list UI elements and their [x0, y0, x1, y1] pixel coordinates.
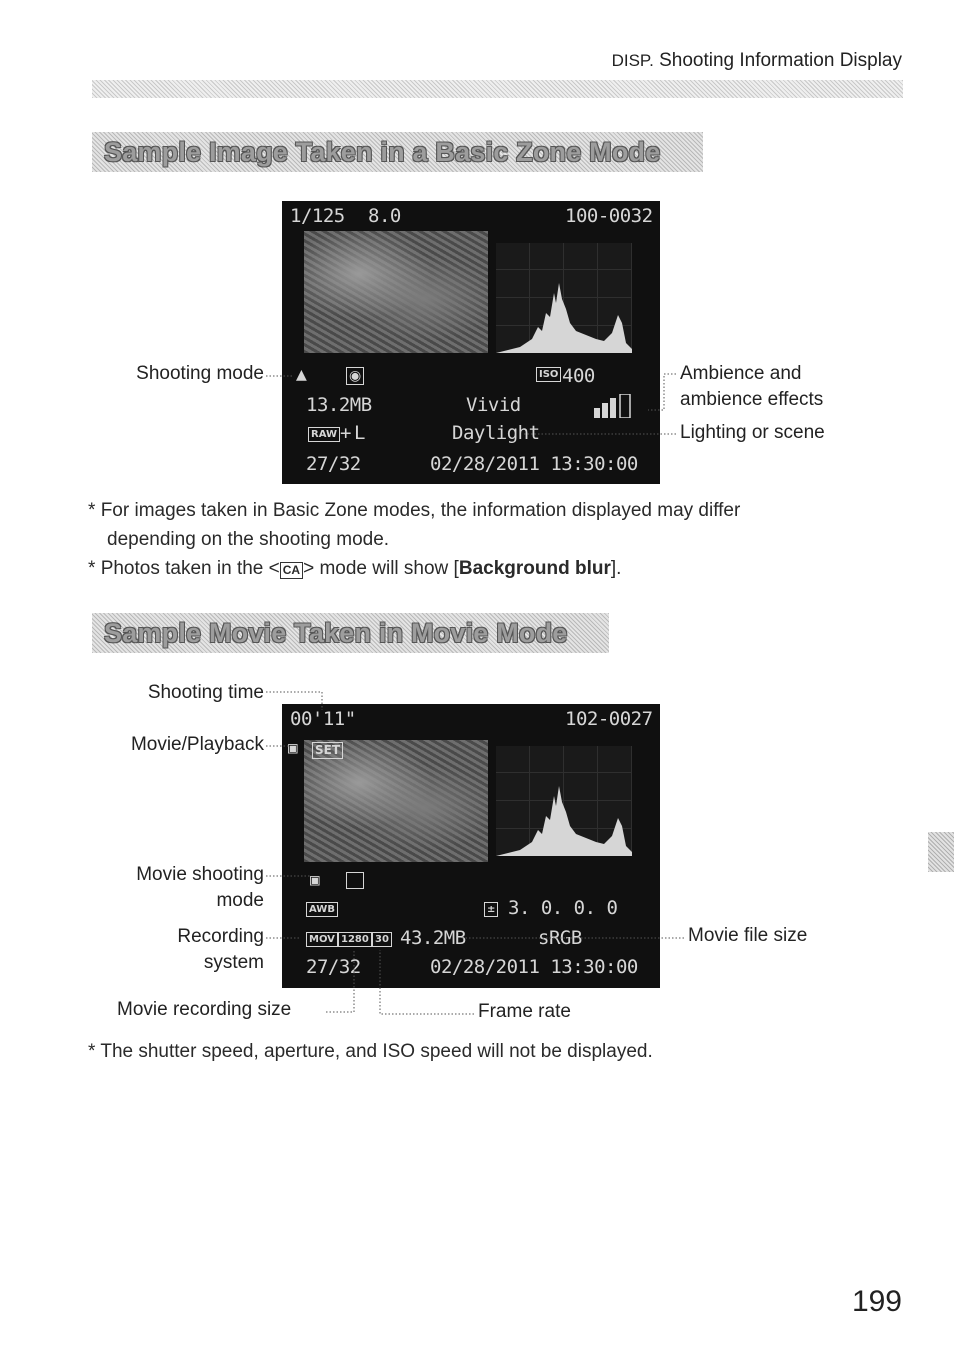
callout-movie-playback: Movie/Playback — [130, 734, 264, 755]
callout-lighting: Lighting or scene — [680, 422, 825, 443]
section-bar-basic-zone — [92, 132, 703, 172]
movie-camera-icon: ▣ — [310, 870, 320, 889]
note-line: * Photos taken in the < CA > mode will show [Background blur]. — [88, 558, 622, 579]
quality-plus: + — [340, 422, 351, 444]
file-size: 13.2MB — [306, 394, 372, 416]
lighting-value: Daylight — [452, 422, 540, 444]
shooting-time: 00'11" — [290, 708, 356, 730]
histogram — [496, 243, 632, 353]
image-thumbnail — [304, 231, 488, 353]
section-title-movie: Sample Movie Taken in Movie Mode — [104, 617, 568, 648]
section-bar-movie — [92, 613, 609, 653]
shutter-speed: 1/125 — [290, 205, 345, 227]
callout-frame-rate: Frame rate — [478, 1001, 571, 1022]
quality-l: L — [354, 422, 365, 444]
note1-text-cont: depending on the shooting mode. — [107, 529, 390, 550]
histogram-curve — [496, 746, 632, 856]
histogram — [496, 746, 632, 856]
color-space: sRGB — [538, 927, 582, 949]
size-1280-icon: 1280 — [338, 932, 372, 947]
note-basic-zone — [88, 496, 908, 583]
note2-pre: Photos taken in the < — [100, 558, 280, 579]
file-number: 100-0032 — [565, 205, 653, 227]
page-number: 199 — [851, 1285, 902, 1318]
callout-ambience-line2: ambience effects — [680, 389, 824, 410]
running-header-title: Shooting Information Display — [659, 50, 902, 71]
ambience-effect-icon — [594, 394, 632, 418]
callout-movie-mode-line1: Movie shooting — [136, 864, 264, 885]
note-line — [88, 525, 908, 554]
date-time: 02/28/2011 13:30:00 — [430, 453, 638, 475]
scene-mode-icon: ▲ — [296, 364, 307, 385]
set-button-icon: SET — [312, 742, 343, 759]
image-counter: 27/32 — [306, 453, 361, 475]
note2-post: ]. — [610, 558, 622, 579]
image-counter: 27/32 — [306, 956, 361, 978]
mov-icon: MOV — [306, 932, 338, 947]
callout-shooting-time: Shooting time — [147, 682, 264, 703]
movie-file-size: 43.2MB — [400, 927, 466, 949]
exposure-icon: ± — [484, 902, 498, 917]
frame-icon — [346, 872, 364, 889]
chapter-tab — [928, 832, 954, 872]
note1-text: For images taken in Basic Zone modes, the information displayed may differ — [100, 500, 741, 521]
movie-playback-icon: ▣ — [288, 738, 298, 757]
creative-auto-icon: CA — [280, 562, 303, 579]
ambience-value: Vivid — [466, 394, 521, 416]
note-line: * For images taken in Basic Zone modes, the information displayed may differ — [88, 500, 741, 521]
exposure-values: 3. 0. 0. 0 — [508, 897, 618, 919]
section-title-basic-zone: Sample Image Taken in a Basic Zone Mode — [104, 136, 661, 167]
note-movie-text: The shutter speed, aperture, and ISO speed will not be displayed. — [100, 1041, 653, 1062]
raw-quality-icon: RAW — [308, 427, 340, 442]
lcd-screen-basic-zone — [282, 201, 660, 484]
camera-icon: ◉ — [346, 367, 364, 385]
callout-movie-mode-line2: mode — [216, 890, 264, 911]
fps-icon: 30 — [372, 932, 392, 947]
callout-recording-line2: system — [203, 952, 264, 973]
callout-movie-file-size: Movie file size — [688, 925, 808, 946]
iso-value: 400 — [562, 365, 595, 387]
callout-recording-size: Movie recording size — [117, 999, 292, 1020]
running-header-disp: DISP. — [611, 51, 654, 70]
file-number: 102-0027 — [565, 708, 653, 730]
callout-shooting-mode: Shooting mode — [136, 363, 264, 384]
iso-icon: ISO — [536, 367, 561, 382]
note2-mid: > mode will show [ — [303, 558, 459, 579]
note2-bold: Background blur — [458, 558, 611, 579]
awb-icon: AWB — [306, 902, 338, 917]
histogram-curve — [496, 243, 632, 353]
callout-recording-line1: Recording — [177, 926, 264, 947]
note-movie: * The shutter speed, aperture, and ISO speed will not be displayed. — [88, 1041, 653, 1062]
aperture: 8.0 — [368, 205, 401, 227]
lcd-screen-movie — [282, 704, 660, 988]
header-band — [92, 80, 903, 98]
running-header — [612, 50, 902, 72]
callout-ambience-line1: Ambience and — [680, 363, 802, 384]
date-time: 02/28/2011 13:30:00 — [430, 956, 638, 978]
